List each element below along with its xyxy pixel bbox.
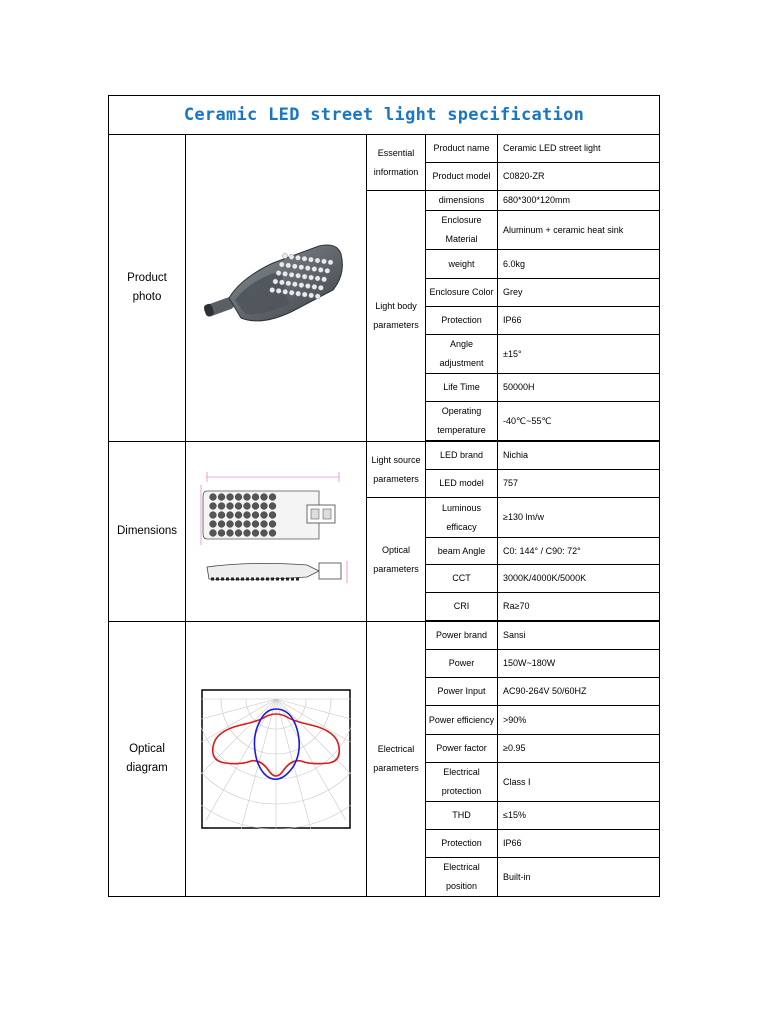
row-name-protection: Protection <box>426 307 498 335</box>
row-value-life-time: 50000H <box>498 374 660 402</box>
row-name-operating-temperature: Operating temperature <box>426 402 498 441</box>
row-name-life-time: Life Time <box>426 374 498 402</box>
row-value-power: 150W~180W <box>498 650 660 678</box>
group-essential: Essential information <box>367 135 426 191</box>
section-dimensions: Dimensions <box>109 442 186 622</box>
row-value-cri: Ra≥70 <box>498 593 660 621</box>
row-value-electrical-position: Built-in <box>498 858 660 897</box>
optical-diagram-cell <box>186 622 367 897</box>
document-title: Ceramic LED street light specification <box>109 96 660 135</box>
row-name-cri: CRI <box>426 593 498 621</box>
row-value-enclosure-color: Grey <box>498 279 660 307</box>
group-light-body: Light body parameters <box>367 191 426 442</box>
row-name-electrical-protection: Electrical protection <box>426 763 498 802</box>
row-name-power-efficiency: Power efficiency <box>426 706 498 735</box>
row-value-led-brand: Nichia <box>498 442 660 470</box>
row-value-led-model: 757 <box>498 470 660 498</box>
row-value-power-efficiency: >90% <box>498 706 660 735</box>
spec-table <box>108 95 660 897</box>
row-name-thd: THD <box>426 802 498 830</box>
row-name-angle-adjustment: Angle adjustment <box>426 335 498 374</box>
row-name-weight: weight <box>426 250 498 279</box>
row-value-power-input: AC90-264V 50/60HZ <box>498 678 660 706</box>
row-value-beam-angle: C0: 144° / C90: 72° <box>498 538 660 565</box>
row-value-thd: ≤15% <box>498 802 660 830</box>
row-name-led-model: LED model <box>426 470 498 498</box>
row-name-power: Power <box>426 650 498 678</box>
row-value-operating-temperature: -40℃~55℃ <box>498 402 660 441</box>
dimension-drawing <box>189 457 364 607</box>
row-name-electrical-position: Electrical position <box>426 858 498 897</box>
dimensions-drawing-cell <box>186 442 367 622</box>
row-value-luminous-efficacy: ≥130 lm/w <box>498 498 660 538</box>
product-photo-cell <box>186 135 367 442</box>
row-name-enclosure-material: Enclosure Material <box>426 211 498 250</box>
row-value-protection-electrical: IP66 <box>498 830 660 858</box>
row-name-luminous-efficacy: Luminous efficacy <box>426 498 498 538</box>
row-value-angle-adjustment: ±15° <box>498 335 660 374</box>
row-value-power-factor: ≥0.95 <box>498 735 660 763</box>
row-value-protection: IP66 <box>498 307 660 335</box>
row-value-enclosure-material: Aluminum + ceramic heat sink <box>498 211 660 250</box>
section-product-photo: Product photo <box>109 135 186 442</box>
row-name-beam-angle: beam Angle <box>426 538 498 565</box>
row-value-weight: 6.0kg <box>498 250 660 279</box>
section-optical-diagram: Optical diagram <box>109 622 186 897</box>
polar-light-distribution-diagram <box>201 689 351 829</box>
row-value-cct: 3000K/4000K/5000K <box>498 565 660 593</box>
group-light-source: Light source parameters <box>367 442 426 498</box>
row-name-power-brand: Power brand <box>426 622 498 650</box>
row-value-dimensions: 680*300*120mm <box>498 191 660 211</box>
group-optical: Optical parameters <box>367 498 426 622</box>
row-name-dimensions: dimensions <box>426 191 498 211</box>
row-name-led-brand: LED brand <box>426 442 498 470</box>
row-name-power-factor: Power factor <box>426 735 498 763</box>
row-value-product-model: C0820-ZR <box>498 163 660 191</box>
row-name-cct: CCT <box>426 565 498 593</box>
row-value-electrical-protection: Class I <box>498 763 660 802</box>
row-name-product-name: Product name <box>426 135 498 163</box>
row-name-protection-electrical: Protection <box>426 830 498 858</box>
row-name-enclosure-color: Enclosure Color <box>426 279 498 307</box>
row-value-power-brand: Sansi <box>498 622 660 650</box>
group-electrical: Electrical parameters <box>367 622 426 897</box>
row-value-product-name: Ceramic LED street light <box>498 135 660 163</box>
row-name-product-model: Product model <box>426 163 498 191</box>
row-name-power-input: Power Input <box>426 678 498 706</box>
street-light-photo <box>201 238 351 338</box>
